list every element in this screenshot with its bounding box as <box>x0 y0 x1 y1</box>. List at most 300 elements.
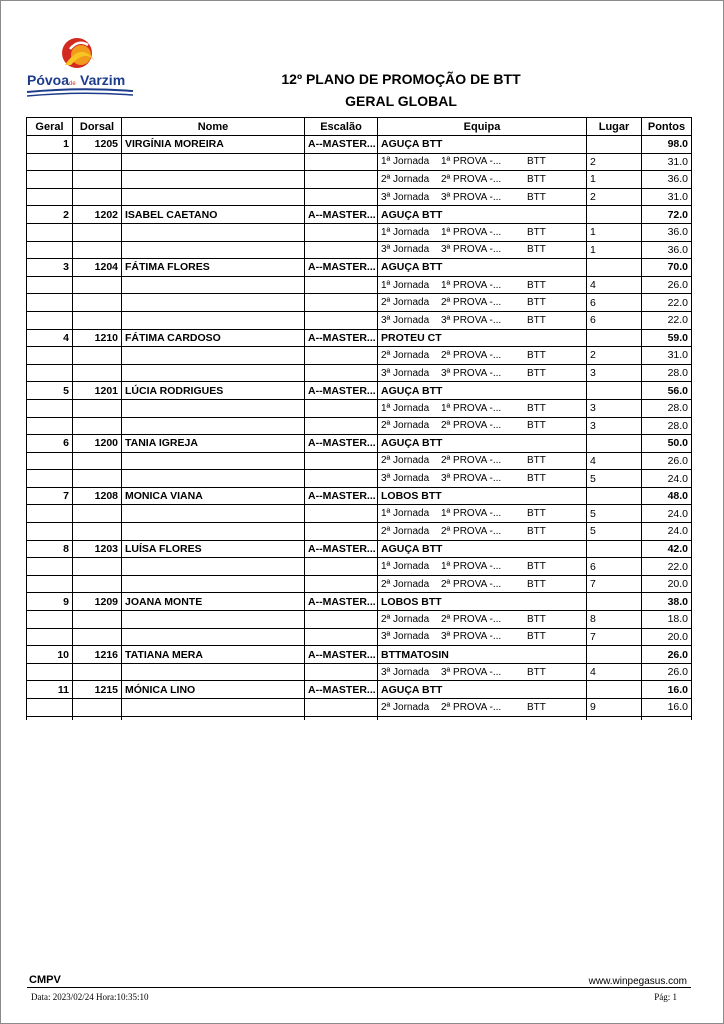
rider-row <box>27 593 692 611</box>
rider-geral: 4 <box>27 329 73 347</box>
result-tipo: BTT <box>527 191 546 203</box>
result-row <box>27 699 692 717</box>
result-geral <box>27 523 73 541</box>
result-escalao <box>305 311 378 329</box>
result-jornada: 2ª Jornada <box>381 578 430 590</box>
footer-org: CMPV <box>29 974 61 986</box>
result-dorsal <box>73 153 122 171</box>
rider-row <box>27 329 692 347</box>
rider-pontos: 70.0 <box>642 259 692 277</box>
result-equipa <box>378 399 587 417</box>
table-header <box>27 118 692 136</box>
result-prova: 1ª PROVA -... <box>441 508 502 520</box>
result-equipa <box>378 364 587 382</box>
rider-dorsal: 1200 <box>73 435 122 453</box>
result-dorsal <box>73 311 122 329</box>
result-nome <box>122 663 305 681</box>
result-tipo: BTT <box>527 226 546 238</box>
result-nome <box>122 294 305 312</box>
result-details <box>381 368 583 379</box>
result-pontos: 28.0 <box>642 364 692 382</box>
col-escalao: Escalão <box>305 118 378 136</box>
result-row <box>27 505 692 523</box>
result-tipo: BTT <box>527 473 546 485</box>
result-row <box>27 663 692 681</box>
result-row <box>27 241 692 259</box>
col-lugar: Lugar <box>587 118 642 136</box>
rider-row <box>27 435 692 453</box>
rider-row <box>27 681 692 699</box>
result-jornada: 3ª Jornada <box>381 666 430 678</box>
rider-lugar <box>587 206 642 224</box>
rider-pontos: 38.0 <box>642 593 692 611</box>
rider-equipa: AGUÇA BTT <box>378 259 587 277</box>
rider-geral: 5 <box>27 382 73 400</box>
result-escalao <box>305 171 378 189</box>
result-details <box>381 156 583 167</box>
rider-dorsal: 1215 <box>73 681 122 699</box>
result-equipa <box>378 663 587 681</box>
result-pontos: 20.0 <box>642 575 692 593</box>
result-details <box>381 473 583 484</box>
rider-row <box>27 259 692 277</box>
rider-nome: TANIA IGREJA <box>122 435 305 453</box>
result-equipa <box>378 628 587 646</box>
result-pontos: 28.0 <box>642 417 692 435</box>
result-prova: 3ª PROVA -... <box>441 314 502 326</box>
result-pontos: 31.0 <box>642 153 692 171</box>
result-nome <box>122 241 305 259</box>
result-dorsal <box>73 663 122 681</box>
rider-dorsal: 1204 <box>73 259 122 277</box>
result-nome <box>122 611 305 629</box>
result-details <box>381 227 583 238</box>
rider-pontos: 48.0 <box>642 487 692 505</box>
col-geral: Geral <box>27 118 73 136</box>
rider-nome: LUÍSA FLORES <box>122 540 305 558</box>
result-row <box>27 153 692 171</box>
result-row <box>27 628 692 646</box>
result-details <box>381 244 583 255</box>
result-row <box>27 223 692 241</box>
result-pontos: 24.0 <box>642 505 692 523</box>
rider-lugar <box>587 681 642 699</box>
result-lugar: 3 <box>587 399 642 417</box>
rider-pontos: 59.0 <box>642 329 692 347</box>
footer-date: Data: 2023/02/24 Hora:10:35:10 <box>31 992 149 1002</box>
result-jornada: 2ª Jornada <box>381 297 430 309</box>
result-escalao <box>305 241 378 259</box>
rider-geral: 3 <box>27 259 73 277</box>
result-jornada: 1ª Jornada <box>381 156 430 168</box>
result-escalao <box>305 294 378 312</box>
result-jornada: 3ª Jornada <box>381 314 430 326</box>
result-jornada: 3ª Jornada <box>381 631 430 643</box>
rider-escalao: A--MASTER... <box>305 259 378 277</box>
result-geral <box>27 347 73 365</box>
result-geral <box>27 364 73 382</box>
footer-page-number: Pág: 1 <box>654 992 677 1002</box>
rider-equipa: AGUÇA BTT <box>378 382 587 400</box>
result-tipo: BTT <box>527 613 546 625</box>
rider-escalao: A--MASTER... <box>305 136 378 154</box>
result-nome <box>122 523 305 541</box>
result-row <box>27 470 692 488</box>
result-pontos: 24.0 <box>642 523 692 541</box>
result-lugar: 1 <box>587 241 642 259</box>
result-lugar: 1 <box>587 223 642 241</box>
result-lugar: 6 <box>587 294 642 312</box>
col-nome: Nome <box>122 118 305 136</box>
rider-pontos: 16.0 <box>642 681 692 699</box>
rider-lugar <box>587 259 642 277</box>
rider-geral: 9 <box>27 593 73 611</box>
result-pontos: 26.0 <box>642 276 692 294</box>
result-equipa <box>378 505 587 523</box>
rider-geral: 6 <box>27 435 73 453</box>
result-geral <box>27 294 73 312</box>
result-row <box>27 452 692 470</box>
result-row <box>27 276 692 294</box>
result-tipo: BTT <box>527 578 546 590</box>
result-prova: 2ª PROVA -... <box>441 297 502 309</box>
result-tipo: BTT <box>527 349 546 361</box>
rider-pontos: 42.0 <box>642 540 692 558</box>
result-nome <box>122 276 305 294</box>
result-equipa <box>378 171 587 189</box>
rider-geral: 1 <box>27 136 73 154</box>
result-row <box>27 575 692 593</box>
result-row <box>27 364 692 382</box>
result-pontos: 22.0 <box>642 294 692 312</box>
table-end-cell <box>587 716 642 720</box>
table-end-cell <box>73 716 122 720</box>
result-nome <box>122 699 305 717</box>
result-geral <box>27 699 73 717</box>
result-prova: 2ª PROVA -... <box>441 578 502 590</box>
result-jornada: 3ª Jornada <box>381 473 430 485</box>
results-table <box>26 117 692 720</box>
result-details <box>381 526 583 537</box>
result-row <box>27 399 692 417</box>
result-escalao <box>305 223 378 241</box>
result-jornada: 3ª Jornada <box>381 244 430 256</box>
result-escalao <box>305 276 378 294</box>
result-jornada: 1ª Jornada <box>381 402 430 414</box>
result-row <box>27 188 692 206</box>
table-end-cell <box>305 716 378 720</box>
rider-escalao: A--MASTER... <box>305 382 378 400</box>
result-equipa <box>378 575 587 593</box>
rider-geral: 8 <box>27 540 73 558</box>
result-nome <box>122 505 305 523</box>
result-pontos: 18.0 <box>642 611 692 629</box>
result-pontos: 26.0 <box>642 663 692 681</box>
result-prova: 1ª PROVA -... <box>441 279 502 291</box>
result-prova: 1ª PROVA -... <box>441 561 502 573</box>
result-equipa <box>378 417 587 435</box>
result-equipa <box>378 611 587 629</box>
result-row <box>27 558 692 576</box>
result-prova: 3ª PROVA -... <box>441 666 502 678</box>
rider-escalao: A--MASTER... <box>305 487 378 505</box>
rider-nome: ISABEL CAETANO <box>122 206 305 224</box>
rider-row <box>27 646 692 664</box>
rider-equipa: AGUÇA BTT <box>378 136 587 154</box>
rider-geral: 2 <box>27 206 73 224</box>
result-escalao <box>305 399 378 417</box>
result-lugar: 9 <box>587 699 642 717</box>
result-geral <box>27 188 73 206</box>
result-row <box>27 171 692 189</box>
rider-row <box>27 136 692 154</box>
result-jornada: 2ª Jornada <box>381 701 430 713</box>
result-pontos: 36.0 <box>642 171 692 189</box>
result-details <box>381 174 583 185</box>
result-equipa <box>378 470 587 488</box>
rider-geral: 7 <box>27 487 73 505</box>
result-tipo: BTT <box>527 631 546 643</box>
result-equipa <box>378 223 587 241</box>
result-geral <box>27 470 73 488</box>
result-dorsal <box>73 558 122 576</box>
result-lugar: 5 <box>587 505 642 523</box>
rider-equipa: LOBOS BTT <box>378 593 587 611</box>
result-lugar: 5 <box>587 470 642 488</box>
rider-dorsal: 1208 <box>73 487 122 505</box>
result-equipa <box>378 699 587 717</box>
table-end-cell <box>378 716 587 720</box>
result-tipo: BTT <box>527 156 546 168</box>
result-escalao <box>305 470 378 488</box>
table-end-cell <box>122 716 305 720</box>
result-pontos: 31.0 <box>642 188 692 206</box>
rider-nome: MONICA VIANA <box>122 487 305 505</box>
report-title: 12º PLANO DE PROMOÇÃO DE BTT <box>281 71 521 87</box>
result-pontos: 36.0 <box>642 241 692 259</box>
rider-equipa: AGUÇA BTT <box>378 540 587 558</box>
result-nome <box>122 417 305 435</box>
rider-pontos: 26.0 <box>642 646 692 664</box>
result-prova: 3ª PROVA -... <box>441 191 502 203</box>
result-nome <box>122 171 305 189</box>
result-tipo: BTT <box>527 402 546 414</box>
povoa-de-varzim-logo <box>25 35 137 101</box>
result-prova: 2ª PROVA -... <box>441 349 502 361</box>
result-equipa <box>378 558 587 576</box>
result-pontos: 16.0 <box>642 699 692 717</box>
result-geral <box>27 153 73 171</box>
result-escalao <box>305 558 378 576</box>
rider-pontos: 98.0 <box>642 136 692 154</box>
result-equipa <box>378 276 587 294</box>
rider-lugar <box>587 329 642 347</box>
footer-website: www.winpegasus.com <box>588 976 687 987</box>
result-lugar: 3 <box>587 417 642 435</box>
result-dorsal <box>73 611 122 629</box>
result-tipo: BTT <box>527 561 546 573</box>
results-body <box>27 136 692 720</box>
result-lugar: 6 <box>587 311 642 329</box>
result-details <box>381 403 583 414</box>
result-jornada: 3ª Jornada <box>381 367 430 379</box>
result-dorsal <box>73 628 122 646</box>
svg-text:de: de <box>69 81 76 87</box>
rider-lugar <box>587 540 642 558</box>
result-tipo: BTT <box>527 420 546 432</box>
result-pontos: 26.0 <box>642 452 692 470</box>
result-lugar: 5 <box>587 523 642 541</box>
rider-nome: VIRGÍNIA MOREIRA <box>122 136 305 154</box>
result-jornada: 2ª Jornada <box>381 613 430 625</box>
rider-escalao: A--MASTER... <box>305 593 378 611</box>
result-tipo: BTT <box>527 173 546 185</box>
rider-geral: 11 <box>27 681 73 699</box>
result-prova: 3ª PROVA -... <box>441 631 502 643</box>
rider-escalao: A--MASTER... <box>305 646 378 664</box>
result-details <box>381 350 583 361</box>
result-geral <box>27 452 73 470</box>
result-lugar: 7 <box>587 628 642 646</box>
result-geral <box>27 276 73 294</box>
result-pontos: 31.0 <box>642 347 692 365</box>
rider-escalao: A--MASTER... <box>305 329 378 347</box>
result-nome <box>122 452 305 470</box>
result-prova: 3ª PROVA -... <box>441 244 502 256</box>
result-equipa <box>378 452 587 470</box>
result-geral <box>27 241 73 259</box>
result-jornada: 1ª Jornada <box>381 561 430 573</box>
result-escalao <box>305 699 378 717</box>
col-pontos: Pontos <box>642 118 692 136</box>
result-dorsal <box>73 364 122 382</box>
rider-nome: MÓNICA LINO <box>122 681 305 699</box>
result-geral <box>27 399 73 417</box>
result-prova: 3ª PROVA -... <box>441 473 502 485</box>
result-lugar: 3 <box>587 364 642 382</box>
rider-equipa: LOBOS BTT <box>378 487 587 505</box>
result-geral <box>27 223 73 241</box>
result-details <box>381 614 583 625</box>
rider-lugar <box>587 593 642 611</box>
result-escalao <box>305 663 378 681</box>
rider-lugar <box>587 435 642 453</box>
result-dorsal <box>73 171 122 189</box>
result-lugar: 2 <box>587 188 642 206</box>
result-geral <box>27 558 73 576</box>
result-dorsal <box>73 505 122 523</box>
result-dorsal <box>73 417 122 435</box>
result-row <box>27 417 692 435</box>
result-dorsal <box>73 294 122 312</box>
result-nome <box>122 558 305 576</box>
rider-dorsal: 1209 <box>73 593 122 611</box>
rider-escalao: A--MASTER... <box>305 681 378 699</box>
result-dorsal <box>73 699 122 717</box>
rider-geral: 10 <box>27 646 73 664</box>
result-details <box>381 579 583 590</box>
result-equipa <box>378 153 587 171</box>
footer-divider <box>27 987 691 988</box>
rider-row <box>27 382 692 400</box>
rider-dorsal: 1203 <box>73 540 122 558</box>
result-pontos: 28.0 <box>642 399 692 417</box>
result-lugar: 6 <box>587 558 642 576</box>
rider-escalao: A--MASTER... <box>305 540 378 558</box>
result-pontos: 22.0 <box>642 558 692 576</box>
rider-lugar <box>587 136 642 154</box>
result-details <box>381 561 583 572</box>
result-jornada: 2ª Jornada <box>381 420 430 432</box>
result-geral <box>27 663 73 681</box>
result-tipo: BTT <box>527 297 546 309</box>
result-row <box>27 311 692 329</box>
result-escalao <box>305 188 378 206</box>
result-jornada: 2ª Jornada <box>381 525 430 537</box>
result-nome <box>122 153 305 171</box>
rider-pontos: 50.0 <box>642 435 692 453</box>
rider-nome: TATIANA MERA <box>122 646 305 664</box>
result-tipo: BTT <box>527 525 546 537</box>
result-jornada: 1ª Jornada <box>381 508 430 520</box>
result-prova: 2ª PROVA -... <box>441 173 502 185</box>
svg-text:Póvoa: Póvoa <box>27 72 70 88</box>
result-equipa <box>378 241 587 259</box>
rider-equipa: BTTMATOSIN <box>378 646 587 664</box>
result-escalao <box>305 347 378 365</box>
result-escalao <box>305 628 378 646</box>
result-nome <box>122 223 305 241</box>
result-pontos: 24.0 <box>642 470 692 488</box>
result-row <box>27 611 692 629</box>
rider-row <box>27 206 692 224</box>
result-prova: 2ª PROVA -... <box>441 701 502 713</box>
result-escalao <box>305 505 378 523</box>
rider-equipa: PROTEU CT <box>378 329 587 347</box>
result-pontos: 20.0 <box>642 628 692 646</box>
result-dorsal <box>73 575 122 593</box>
result-jornada: 1ª Jornada <box>381 226 430 238</box>
result-tipo: BTT <box>527 279 546 291</box>
result-nome <box>122 470 305 488</box>
rider-lugar <box>587 646 642 664</box>
result-jornada: 2ª Jornada <box>381 173 430 185</box>
result-geral <box>27 311 73 329</box>
result-equipa <box>378 311 587 329</box>
result-dorsal <box>73 241 122 259</box>
result-nome <box>122 399 305 417</box>
result-pontos: 22.0 <box>642 311 692 329</box>
result-escalao <box>305 611 378 629</box>
result-prova: 2ª PROVA -... <box>441 613 502 625</box>
result-jornada: 2ª Jornada <box>381 349 430 361</box>
result-details <box>381 192 583 203</box>
result-escalao <box>305 417 378 435</box>
rider-dorsal: 1202 <box>73 206 122 224</box>
result-row <box>27 294 692 312</box>
result-tipo: BTT <box>527 244 546 256</box>
rider-escalao: A--MASTER... <box>305 206 378 224</box>
result-dorsal <box>73 452 122 470</box>
rider-escalao: A--MASTER... <box>305 435 378 453</box>
rider-row <box>27 540 692 558</box>
result-lugar: 2 <box>587 347 642 365</box>
result-tipo: BTT <box>527 367 546 379</box>
result-nome <box>122 364 305 382</box>
result-lugar: 7 <box>587 575 642 593</box>
result-geral <box>27 505 73 523</box>
result-nome <box>122 188 305 206</box>
